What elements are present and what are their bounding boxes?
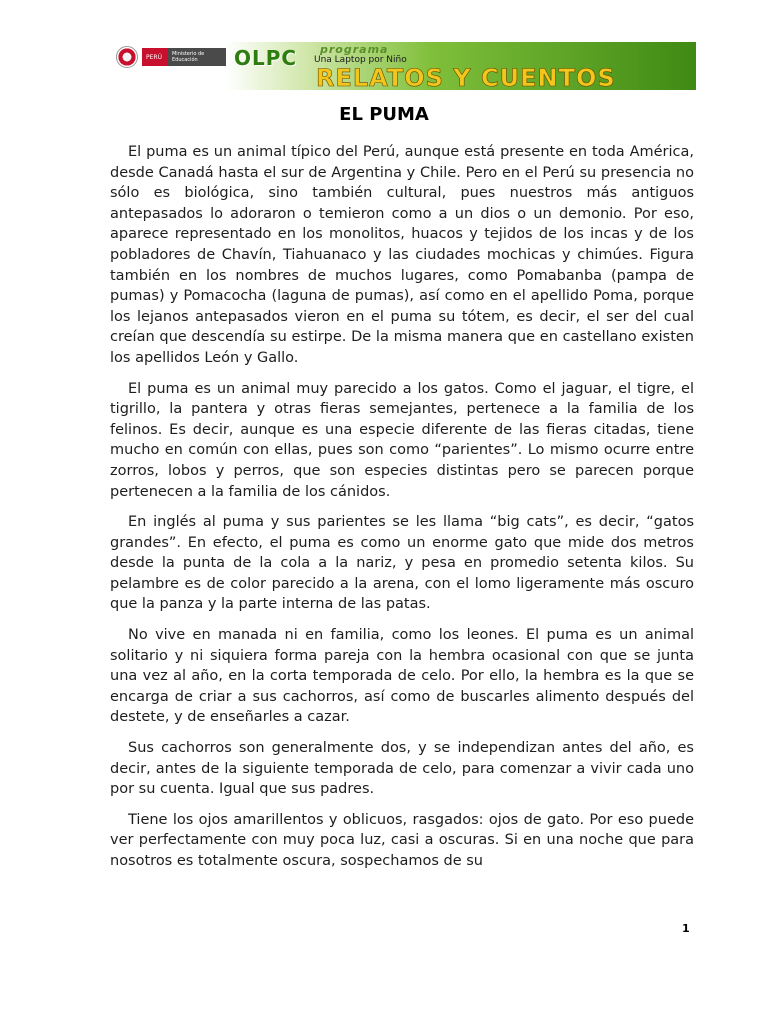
country-label: PERÚ	[142, 48, 168, 66]
coat-of-arms-icon	[116, 46, 138, 68]
paragraph: En inglés al puma y sus parientes se les llama “big cats”, es decir, “gatos grandes”. En efecto, el puma es como un enorme gato que mide dos metros desde la punta de la cola a la nariz, y pesa en promedio setenta kilos. Su pelambre es de color parecido a la arena, con el lomo ligeramente más oscuro que la panza y la parte interna de las patas.	[110, 514, 694, 613]
header-banner	[108, 42, 696, 90]
paragraph: El puma es un animal muy parecido a los gatos. Como el jaguar, el tigre, el tigrillo, la pantera y otras fieras semejantes, pertenece a la familia de los felinos. Es decir, aunque es una especie diferente de las fieras citadas, tiene mucho en común con ellas, pues son como “parientes”. Lo mismo ocurre entre zorros, lobos y perros, que son especies distintas pero se parecen porque pertenecen a la familia de los cánidos.	[110, 380, 694, 500]
series-title: RELATOS Y CUENTOS	[316, 64, 616, 90]
paragraph: No vive en manada ni en familia, como los leones. El puma es un animal solitario y ni siquiera forma pareja con la hembra ocasional con que se junta una vez al año, en la corta temporada de celo. Por ello, la hembra es la que se encarga de criar a sus cachorros, así como de buscarles alimento después del destete, y de enseñarles a cazar.	[110, 627, 694, 726]
paragraph: Tiene los ojos amarillentos y oblicuos, rasgados: ojos de gato. Por eso puede ver perfectamente con muy poca luz, casi a oscuras. Si en una noche que para nosotros es totalmente oscura, sospechamos de su	[110, 811, 694, 869]
programa-label: programa	[320, 43, 389, 56]
olpc-logo: OLPC	[234, 46, 298, 70]
document-title: EL PUMA	[339, 104, 429, 125]
paragraph: Sus cachorros son generalmente dos, y se independizan antes del año, es decir, antes de la siguiente temporada de celo, para comenzar a vivir cada uno por su cuenta. Igual que sus padres.	[110, 740, 694, 798]
page-number: 1	[682, 922, 690, 935]
tagline: Una Laptop por Niño	[314, 55, 407, 65]
paragraph: El puma es un animal típico del Perú, aunque está presente en toda América, desde Canadá hasta el sur de Argentina y Chile. Pero en el Perú su presencia no sólo es biológica, sino también cultural, pues nuestros más antiguos antepasados lo adoraron o temieron como a un dios o un demonio. Por eso, aparece representado en los monolitos, huacos y tejidos de los incas y de los pobladores de Chavín, Tiahuanaco y las ciudades mochicas y chimúes. Figura también en los nombres de muchos lugares, como Pomabanba (pampa de pumas) y Pomacocha (laguna de pumas), así como en el apellido Poma, porque los lejanos antepasados vieron en el puma su tótem, es decir, el ser del cual creían que descendía su estirpe. De la misma manera que en castellano existen los apellidos León y Gallo.	[110, 144, 694, 366]
ministry-logo	[116, 46, 236, 68]
ministry-label: Ministerio de Educación	[168, 48, 226, 66]
document-body	[110, 142, 694, 872]
